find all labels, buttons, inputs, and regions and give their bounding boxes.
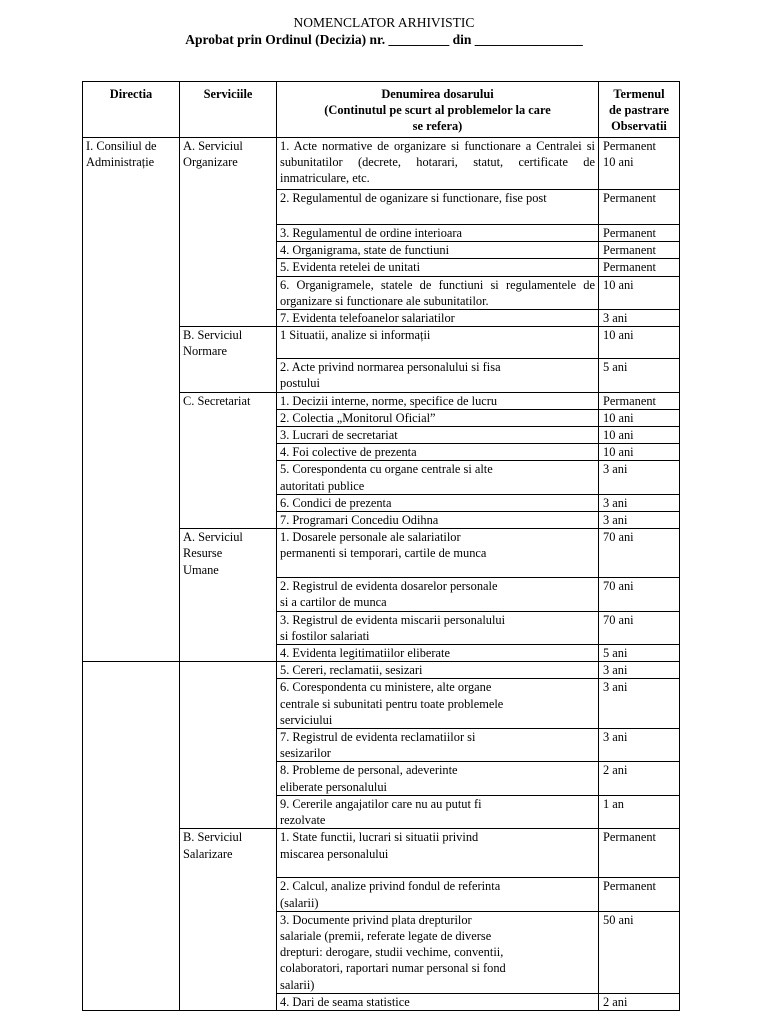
term-cell: 2 ani [599, 762, 680, 795]
document-cell: 5. Corespondenta cu organe centrale si alte autoritati publice [277, 461, 599, 494]
term-cell: 1 an [599, 795, 680, 828]
document-cell: 8. Probleme de personal, adeverinte eliberate personalului [277, 762, 599, 795]
document-cell: 5. Cereri, reclamatii, sesizari [277, 662, 599, 679]
service-cell: A. Serviciul Organizare [180, 138, 277, 327]
document-cell: 6. Condici de prezenta [277, 494, 599, 511]
term-cell: Permanent [599, 878, 680, 911]
term-cell: Permanent [599, 259, 680, 276]
term-cell: Permanent [599, 392, 680, 409]
term-cell: 10 ani [599, 444, 680, 461]
document-cell: 2. Calcul, analize privind fondul de referinta (salarii) [277, 878, 599, 911]
document-header [0, 14, 768, 48]
document-cell: 4. Foi colective de prezenta [277, 444, 599, 461]
document-cell: 4. Dari de seama statistice [277, 993, 599, 1010]
term-cell: Permanent 10 ani [599, 138, 680, 190]
term-cell: 10 ani [599, 276, 680, 309]
service-cell: A. Serviciul Resurse Umane [180, 529, 277, 662]
document-cell: 7. Evidenta telefoanelor salariatilor [277, 310, 599, 327]
table-row [83, 138, 680, 190]
document-cell: 9. Cererile angajatilor care nu au putut fi rezolvate [277, 795, 599, 828]
document-cell: 1. Dosarele personale ale salariatilor permanenti si temporari, cartile de munca [277, 529, 599, 578]
column-header-direction: Directia [83, 82, 180, 138]
direction-cell-empty [83, 662, 180, 1011]
document-cell: 7. Programari Concediu Odihna [277, 512, 599, 529]
service-cell: B. Serviciul Salarizare [180, 829, 277, 1011]
term-cell: 50 ani [599, 911, 680, 993]
term-cell: 3 ani [599, 512, 680, 529]
term-cell: 3 ani [599, 679, 680, 729]
document-cell: 2. Colectia „Monitorul Oficial” [277, 409, 599, 426]
document-cell: 3. Lucrari de secretariat [277, 427, 599, 444]
document-cell: 6. Organigramele, statele de functiuni si regulamentele de organizare si functionare ale subunitatilor. [277, 276, 599, 309]
term-cell: 70 ani [599, 578, 680, 611]
term-cell: Permanent [599, 242, 680, 259]
nomenclature-table-wrap [82, 81, 679, 1011]
term-cell: 3 ani [599, 310, 680, 327]
term-cell: 3 ani [599, 494, 680, 511]
document-cell: 1 Situatii, analize si informații [277, 327, 599, 359]
document-cell: 4. Evidenta legitimatiilor eliberate [277, 645, 599, 662]
document-cell: 3. Registrul de evidenta miscarii personalului si fostilor salariati [277, 611, 599, 644]
term-cell: 3 ani [599, 461, 680, 494]
document-cell: 1. State functii, lucrari si situatii privind miscarea personalului [277, 829, 599, 878]
term-cell: Permanent [599, 190, 680, 225]
term-cell: 10 ani [599, 327, 680, 359]
nomenclature-table [82, 81, 680, 1011]
term-cell: 70 ani [599, 529, 680, 578]
document-title: NOMENCLATOR ARHIVISTIC [293, 15, 475, 30]
document-cell: 7. Registrul de evidenta reclamatiilor si sesizarilor [277, 729, 599, 762]
term-cell: 10 ani [599, 427, 680, 444]
column-header-term: Termenul de pastrare Observatii [599, 82, 680, 138]
term-cell: 3 ani [599, 729, 680, 762]
term-cell: 5 ani [599, 645, 680, 662]
column-header-document: Denumirea dosarului (Continutul pe scurt al problemelor la care se refera) [277, 82, 599, 138]
document-cell: 2. Regulamentul de oganizare si functionare, fise post [277, 190, 599, 225]
term-cell: 2 ani [599, 993, 680, 1010]
term-cell: 70 ani [599, 611, 680, 644]
document-subtitle: Aprobat prin Ordinul (Decizia) nr. _________ din ________________ [185, 32, 583, 47]
document-cell: 1. Acte normative de organizare si functionare a Centralei si subunitatilor (decrete, hotarari, statut, certificate de inmatriculare, etc. [277, 138, 599, 190]
service-cell-empty [180, 662, 277, 829]
table-header-row [83, 82, 680, 138]
term-cell: 3 ani [599, 662, 680, 679]
document-cell: 2. Registrul de evidenta dosarelor personale si a cartilor de munca [277, 578, 599, 611]
term-cell: 5 ani [599, 359, 680, 392]
service-cell: C. Secretariat [180, 392, 277, 529]
term-cell: Permanent [599, 225, 680, 242]
document-cell: 1. Decizii interne, norme, specifice de lucru [277, 392, 599, 409]
table-row [83, 662, 680, 679]
document-cell: 6. Corespondenta cu ministere, alte organe centrale si subunitati pentru toate problemele serviciului [277, 679, 599, 729]
document-cell: 2. Acte privind normarea personalului si fisa postului [277, 359, 599, 392]
document-cell: 4. Organigrama, state de functiuni [277, 242, 599, 259]
service-cell: B. Serviciul Normare [180, 327, 277, 392]
document-cell: 3. Documente privind plata drepturilor salariale (premii, referate legate de diverse drepturi: derogare, studii vechime, conventii, colaboratori, raportari numar personal si fond salarii) [277, 911, 599, 993]
term-cell: Permanent [599, 829, 680, 878]
column-header-services: Serviciile [180, 82, 277, 138]
direction-cell: I. Consiliul de Administrație [83, 138, 180, 662]
document-cell: 3. Regulamentul de ordine interioara [277, 225, 599, 242]
document-cell: 5. Evidenta retelei de unitati [277, 259, 599, 276]
term-cell: 10 ani [599, 409, 680, 426]
